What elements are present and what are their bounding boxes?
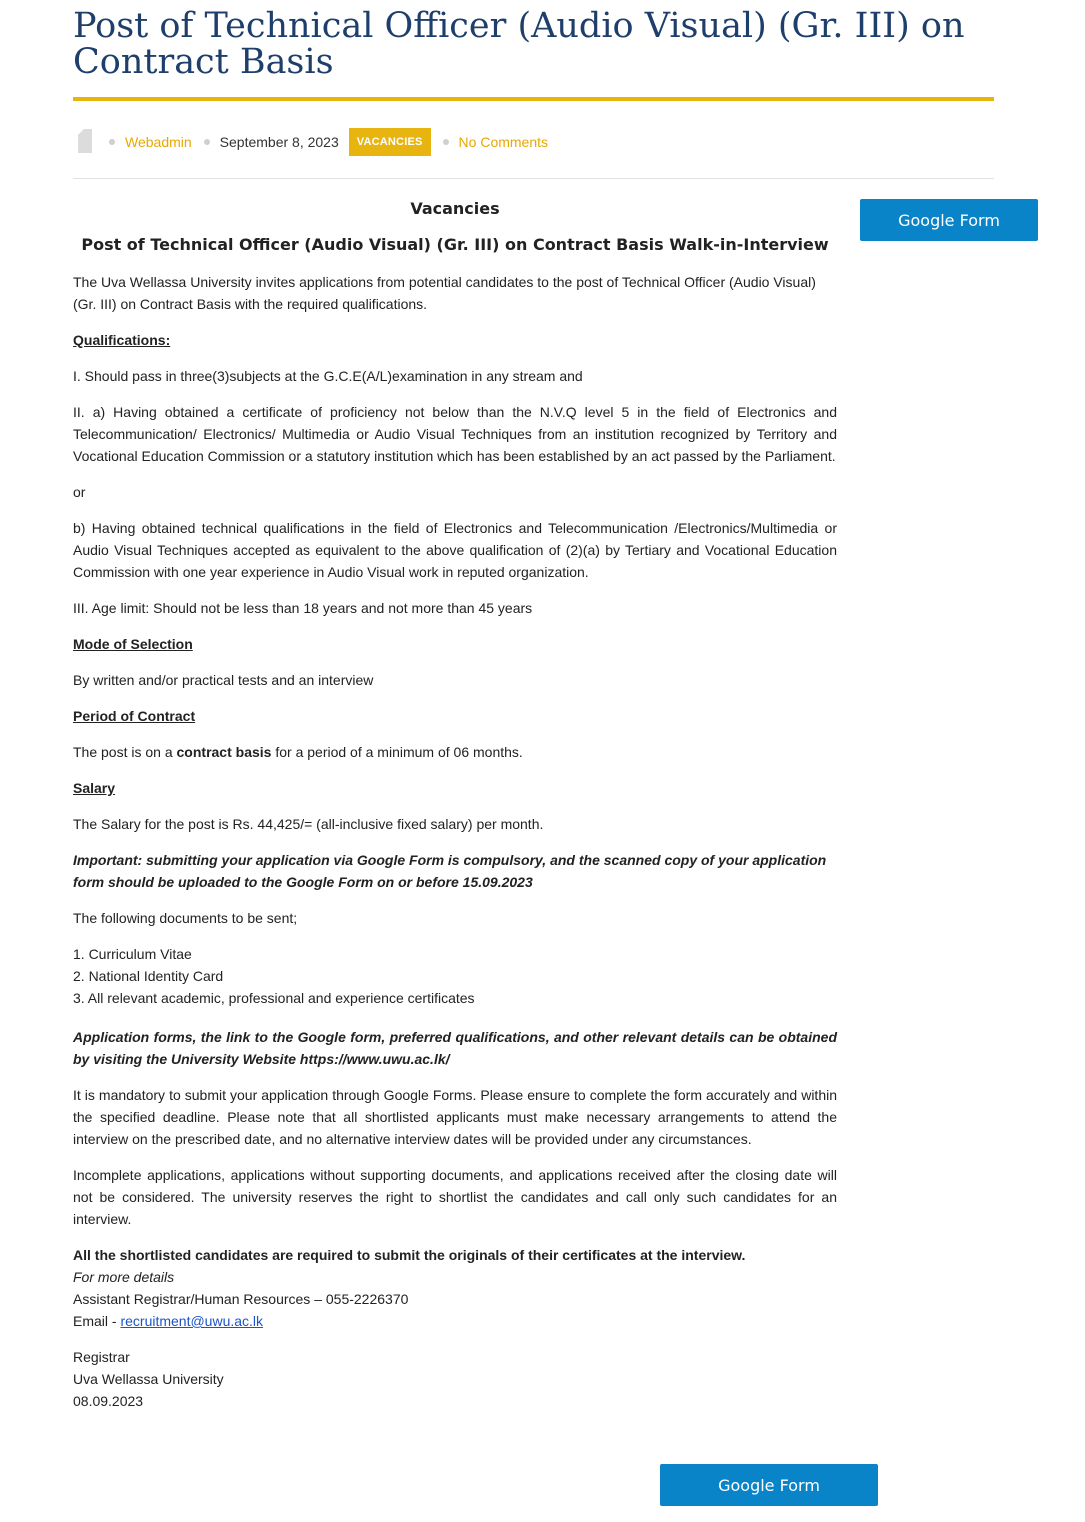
signature-block <box>73 1346 837 1412</box>
qualification-1: I. Should pass in three(3)subjects at the G.C.E(A/L)examination in any stream and <box>73 368 583 384</box>
list-item: 1. Curriculum Vitae <box>73 946 192 962</box>
post-title: Post of Technical Officer (Audio Visual) (Gr. III) on Contract Basis <box>73 6 965 82</box>
qualifications-heading: Qualifications: <box>73 332 171 348</box>
salary-heading: Salary <box>73 780 116 796</box>
or-text: or <box>73 484 86 500</box>
documents-list <box>73 943 837 1009</box>
list-item: 3. All relevant academic, professional and experience certificates <box>73 990 475 1006</box>
period-heading: Period of Contract <box>73 708 196 724</box>
mandatory-paragraph: It is mandatory to submit your application through Google Forms. Please ensure to complete the form accurately and within the specified deadline. Please note that all shortlisted applicants must make necessary arrangements to attend the interview on the prescribed date, and no alternative interview dates will be provided under any circumstances. <box>73 1087 837 1147</box>
qualification-3: III. Age limit: Should not be less than 18 years and not more than 45 years <box>73 600 533 616</box>
separator-dot <box>443 139 449 145</box>
qualification-2a: II. a) Having obtained a certificate of proficiency not below than the N.V.Q level 5 in the field of Electronics and Telecommunication/ Electronics/ Multimedia or Audio Visual Techniques from an institution recognized by Territory and Vocational Education Commission or a statutory institution which has been established by an act passed by the Parliament. <box>73 404 837 464</box>
comments-link[interactable]: No Comments <box>458 134 549 150</box>
documents-intro: The following documents to be sent; <box>73 910 298 926</box>
intro-paragraph: The Uva Wellassa University invites applications from potential candidates to the post of Technical Officer (Audio Visual) (Gr. III) on Contract Basis with the required qualifications. <box>73 274 816 312</box>
contact-line: Assistant Registrar/Human Resources – 055-2226370 <box>73 1291 409 1307</box>
qualification-2b: b) Having obtained technical qualifications in the field of Electronics and Telecommunication /Electronics/Multimedia or Audio Visual Techniques accepted as equivalent to the above qualification of (2)(a) by Tertiary and Vocational Education Commission with one year experience in Audio Visual work in reputed organization. <box>73 520 837 580</box>
google-form-button-top[interactable]: Google Form <box>860 199 1038 241</box>
more-details: For more details <box>73 1269 175 1285</box>
list-item: 2. National Identity Card <box>73 968 224 984</box>
contact-block <box>73 1244 837 1332</box>
period-text: The post is on a contract basis for a period of a minimum of 06 months. <box>73 744 523 760</box>
signature-org: Uva Wellassa University <box>73 1371 224 1387</box>
post-date: September 8, 2023 <box>219 134 339 150</box>
post-content <box>73 198 837 1426</box>
post-meta <box>73 128 548 156</box>
document-icon <box>73 129 95 155</box>
meta-divider <box>73 178 994 179</box>
application-info: Application forms, the link to the Google form, preferred qualifications, and other relevant details can be obtained by visiting the University Website https://www.uwu.ac.lk/ <box>73 1029 837 1067</box>
separator-dot <box>109 139 115 145</box>
incomplete-paragraph: Incomplete applications, applications without supporting documents, and applications received after the closing date will not be considered. The university reserves the right to shortlist the candidates and call only such candidates for an interview. <box>73 1167 837 1227</box>
email-link[interactable]: recruitment@uwu.ac.lk <box>120 1313 264 1329</box>
google-form-button-bottom[interactable]: Google Form <box>660 1464 878 1506</box>
separator-dot <box>204 139 210 145</box>
author-link[interactable]: Webadmin <box>125 134 192 150</box>
title-underline <box>73 97 994 101</box>
heading-post: Post of Technical Officer (Audio Visual) (Gr. III) on Contract Basis Walk-in-Interview <box>81 235 829 254</box>
mode-heading: Mode of Selection <box>73 636 193 652</box>
salary-text: The Salary for the post is Rs. 44,425/= (all-inclusive fixed salary) per month. <box>73 816 544 832</box>
category-badge[interactable]: VACANCIES <box>349 128 431 156</box>
important-notice: Important: submitting your application via Google Form is compulsory, and the scanned copy of your application form should be uploaded to the Google Form on or before 15.09.2023 <box>73 852 827 890</box>
signature-date: 08.09.2023 <box>73 1393 144 1409</box>
email-label: Email - <box>73 1313 121 1329</box>
heading-vacancies: Vacancies <box>410 199 500 218</box>
signature-title: Registrar <box>73 1349 130 1365</box>
originals-notice: All the shortlisted candidates are required to submit the originals of their certificates at the interview. <box>73 1247 746 1263</box>
mode-text: By written and/or practical tests and an interview <box>73 672 374 688</box>
